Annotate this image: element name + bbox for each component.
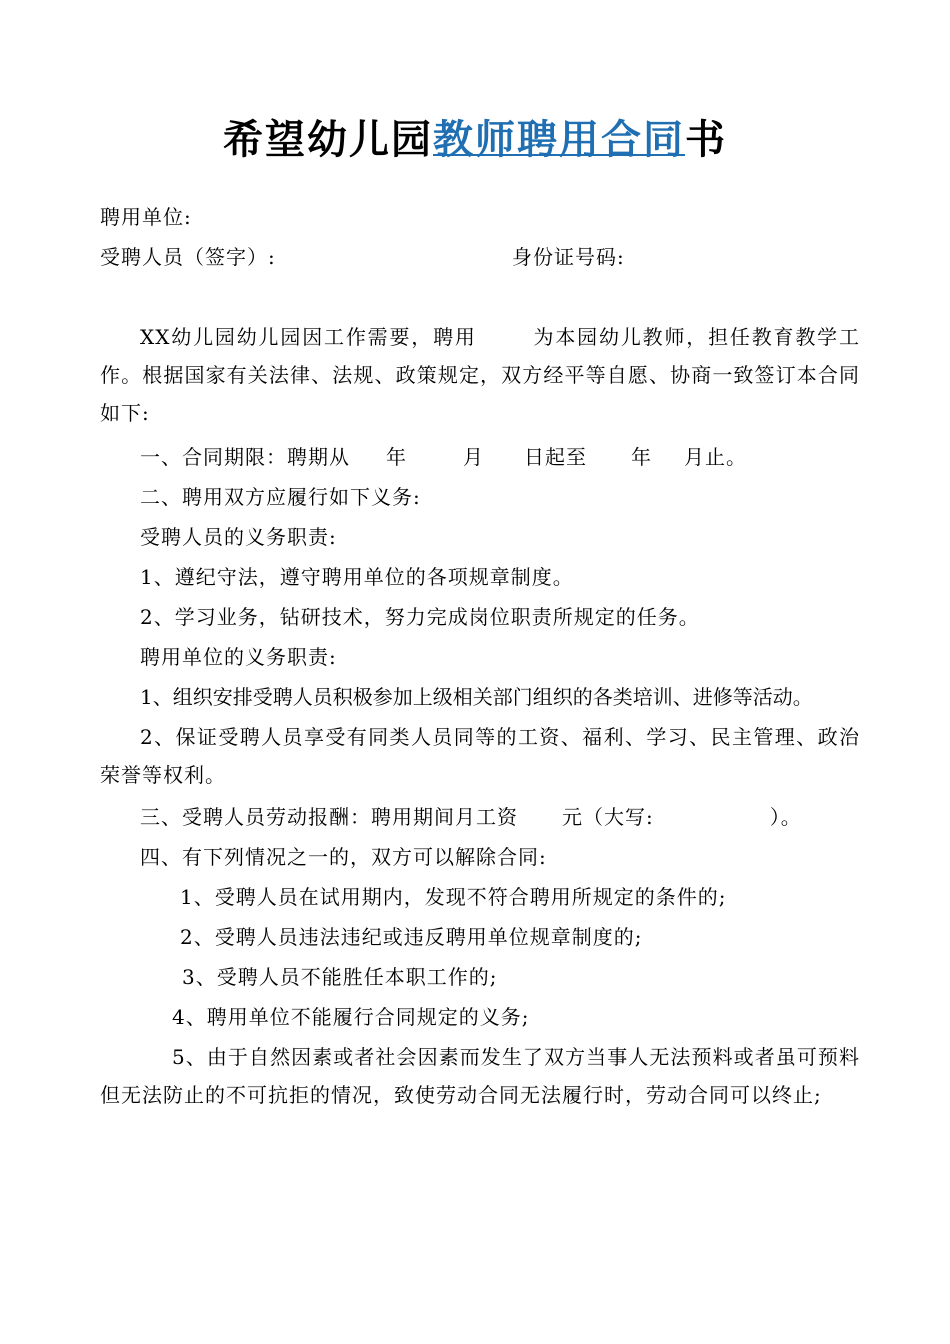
- obligations-heading: 二、聘用双方应履行如下义务:: [140, 485, 421, 509]
- term-month1: 月: [463, 445, 484, 469]
- intro-part1: XX幼儿园幼儿园因工作需要，聘用: [140, 325, 477, 349]
- title-suffix: 书: [685, 116, 727, 163]
- term-year1: 年: [386, 445, 407, 469]
- contract-term-line: [140, 442, 747, 472]
- term-lead: 一、合同期限：聘期从: [140, 445, 350, 469]
- id-number-label: 身份证号码:: [512, 245, 625, 269]
- pay-yuan: 元（大写:: [562, 805, 654, 829]
- employer-duties-heading: 聘用单位的义务职责:: [140, 645, 337, 669]
- termination-item-1: 1、受聘人员在试用期内，发现不符合聘用所规定的条件的;: [180, 885, 727, 909]
- employee-duty-2: 2、学习业务，钻研技术，努力完成岗位职责所规定的任务。: [140, 605, 700, 629]
- termination-item-3: 3、受聘人员不能胜任本职工作的;: [182, 965, 498, 989]
- intro-paragraph: [100, 318, 860, 432]
- term-month-end: 月止。: [684, 445, 747, 469]
- document-title: [0, 112, 950, 168]
- employee-duties-heading: 受聘人员的义务职责:: [140, 525, 337, 549]
- termination-item-5: 5、由于自然因素或者社会因素而发生了双方当事人无法预料或者虽可预料但无法防止的不可抗拒的情况，致使劳动合同无法履行时，劳动合同可以终止;: [100, 1045, 860, 1107]
- employer-duty-2: 2、保证受聘人员享受有同类人员同等的工资、福利、学习、民主管理、政治荣誉等权利。: [100, 725, 860, 787]
- employer-label: 聘用单位:: [100, 205, 192, 229]
- termination-heading: 四、有下列情况之一的，双方可以解除合同:: [140, 845, 547, 869]
- termination-item-4: 4、聘用单位不能履行合同规定的义务;: [172, 1005, 530, 1029]
- term-year2: 年: [631, 445, 652, 469]
- employer-duty-1: 1、组织安排受聘人员积极参加上级相关部门组织的各类培训、进修等活动。: [140, 685, 813, 709]
- term-day-to: 日起至: [524, 445, 587, 469]
- termination-item-2: 2、受聘人员违法违纪或违反聘用单位规章制度的;: [180, 925, 643, 949]
- employee-duty-1: 1、遵纪守法，遵守聘用单位的各项规章制度。: [140, 565, 574, 589]
- title-prefix: 希望幼儿园: [223, 116, 433, 163]
- title-link[interactable]: 教师聘用合同: [433, 116, 685, 163]
- salary-line: [140, 802, 802, 832]
- pay-close: ）。: [769, 805, 802, 829]
- pay-lead: 三、受聘人员劳动报酬：聘用期间月工资: [140, 805, 518, 829]
- intro-part2: 为本园幼儿教师，担任教育教学工作。根据国家有关法律、法规、政策规定，双方经平等自愿、协商一致签订本合同如下:: [100, 325, 860, 425]
- employee-signature-label: 受聘人员（签字）:: [100, 245, 276, 269]
